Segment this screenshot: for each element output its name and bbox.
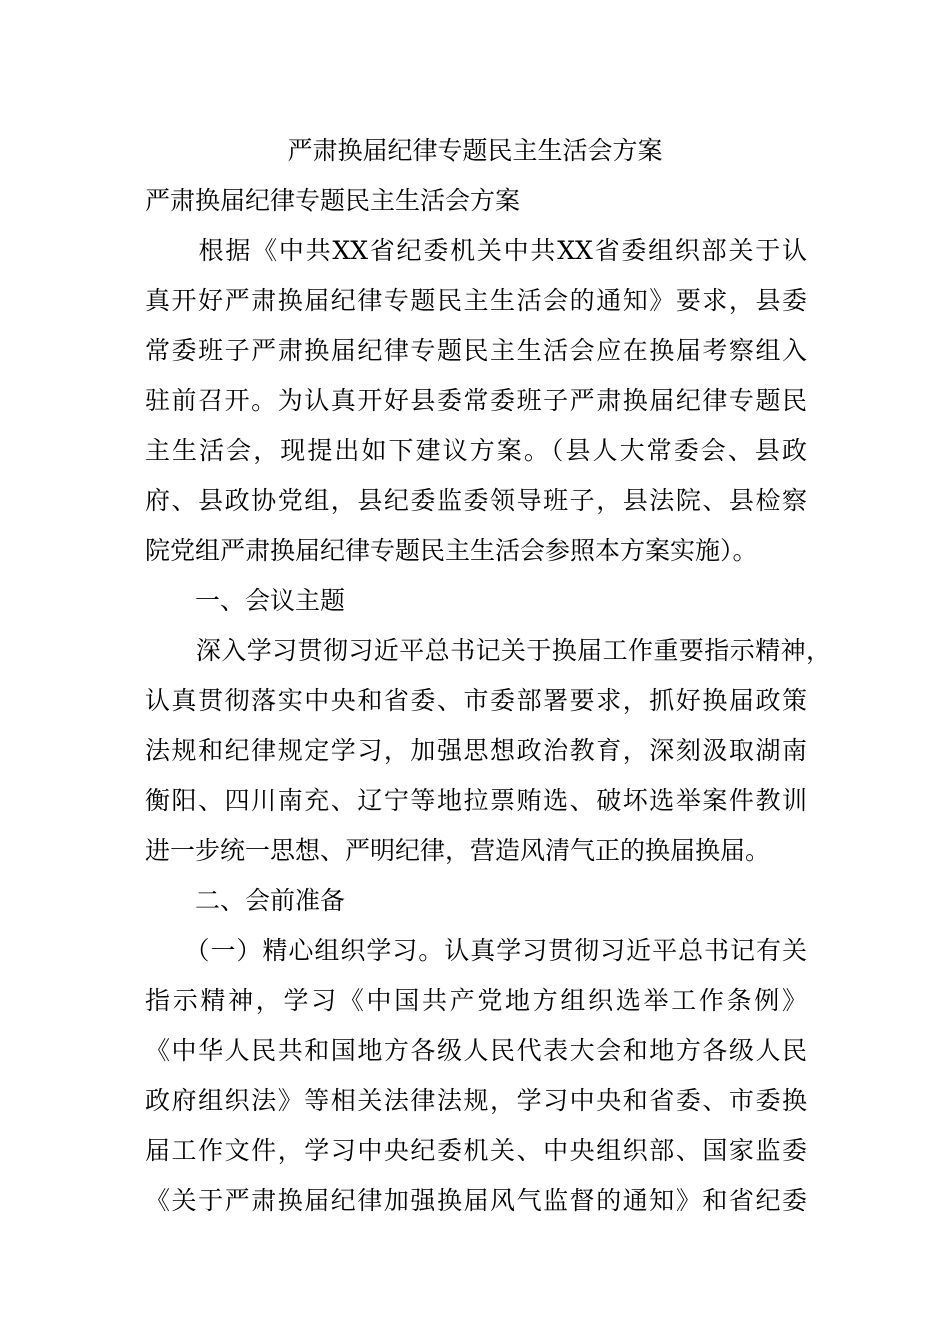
section-heading: 一、会议主题 [145, 586, 346, 615]
paragraph-line: 政府组织法》等相关法律法规，学习中央和省委、市委换 [145, 1086, 807, 1115]
paragraph-line: 院党组严肃换届纪律专题民主生活会参照本方案实施）。 [145, 536, 758, 565]
section-heading: 二、会前准备 [145, 886, 346, 915]
paragraph-line: 根据《中共XX省纪委机关中共XX省委组织部关于认 [145, 236, 807, 265]
paragraph-line: 进一步统一思想、严明纪律，营造风清气正的换届换届。 [145, 836, 771, 865]
paragraph-line: 《中华人民共和国地方各级人民代表大会和地方各级人民 [145, 1036, 807, 1065]
paragraph-line: 《关于严肃换届纪律加强换届风气监督的通知》和省纪委 [145, 1186, 807, 1215]
paragraph-line: （一）精心组织学习。认真学习贯彻习近平总书记有关 [145, 936, 807, 965]
paragraph-line: 法规和纪律规定学习，加强思想政治教育，深刻汲取湖南 [145, 736, 807, 765]
subtitle-line: 严肃换届纪律专题民主生活会方案 [145, 186, 521, 215]
paragraph-line: 衡阳、四川南充、辽宁等地拉票贿选、破坏选举案件教训 [145, 786, 807, 815]
paragraph-line: 深入学习贯彻习近平总书记关于换届工作重要指示精神， [145, 636, 831, 665]
document-title: 严肃换届纪律专题民主生活会方案 [287, 136, 663, 165]
paragraph-line: 届工作文件，学习中央纪委机关、中央组织部、国家监委 [145, 1136, 807, 1165]
paragraph-line: 常委班子严肃换届纪律专题民主生活会应在换届考察组入 [145, 336, 807, 365]
paragraph-line: 指示精神，学习《中国共产党地方组织选举工作条例》 [145, 986, 807, 1015]
paragraph-line: 驻前召开。为认真开好县委常委班子严肃换届纪律专题民 [145, 386, 807, 415]
paragraph-line: 认真贯彻落实中央和省委、市委部署要求，抓好换届政策 [145, 686, 807, 715]
paragraph-line: 主生活会，现提出如下建议方案。（县人大常委会、县政 [145, 436, 807, 465]
paragraph-line: 真开好严肃换届纪律专题民主生活会的通知》要求，县委 [145, 286, 807, 315]
paragraph-line: 府、县政协党组，县纪委监委领导班子，县法院、县检察 [145, 486, 807, 515]
